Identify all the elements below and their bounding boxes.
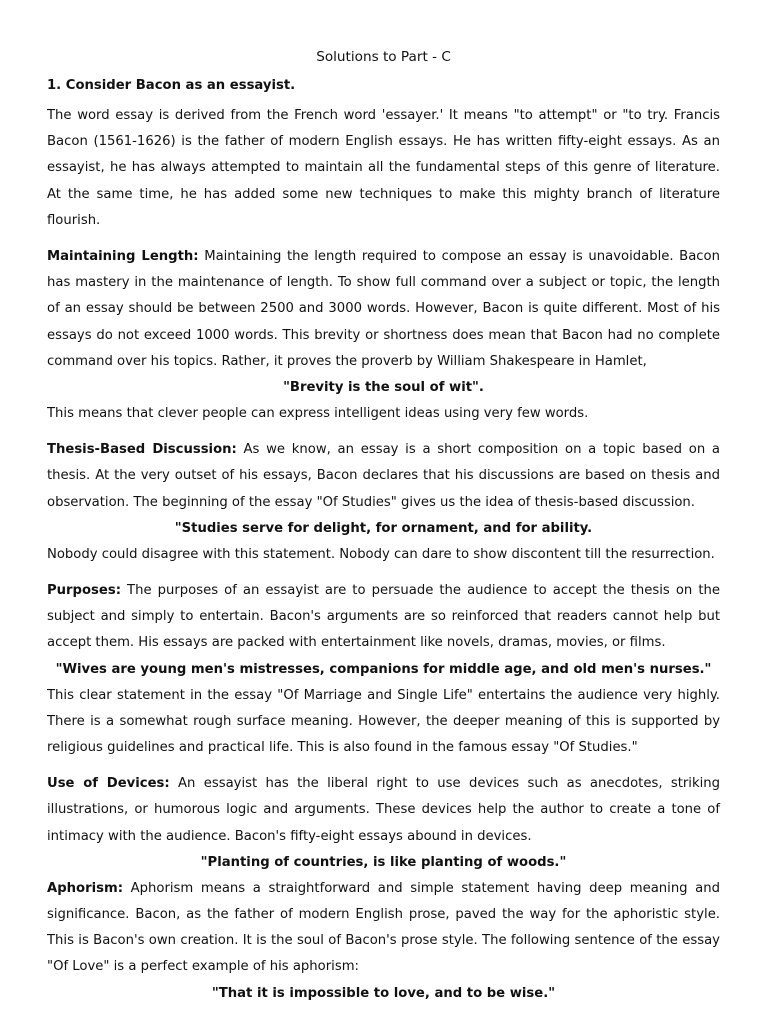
purposes-paragraph: [47, 578, 720, 657]
length-after: This means that clever people can express intelligent ideas using very few words.: [47, 406, 589, 422]
aphorism-heading: Aphorism:: [47, 880, 123, 896]
purposes-heading: Purposes:: [47, 583, 121, 599]
purposes-text: The purposes of an essayist are to persuade the audience to accept the thesis on the subject and simply to entertain. Bacon's arguments are so reinforced that readers cannot help but accept them. His essays are packed with entertainment like novels, dramas, movies, or films.: [47, 583, 720, 651]
purposes-after: This clear statement in the essay "Of Marriage and Single Life" entertains the audience very highly. There is a somewhat rough surface meaning. However, the deeper meaning of this is supported by religious guidelines and practical life. This is also found in the famous essay "Of Studies.": [47, 687, 720, 756]
devices-quote: "Planting of countries, is like planting of woods.": [200, 854, 567, 870]
thesis-quote: "Studies serve for delight, for ornament, and for ability.: [174, 520, 593, 536]
length-quote: "Brevity is the soul of wit".: [283, 380, 484, 396]
devices-text: An essayist has the liberal right to use devices such as anecdotes, striking illustrations, or humorous logic and arguments. These devices help the author to create a tone of intimacy with the audience. Bacon's fifty-eight essays abound in devices.: [47, 776, 720, 844]
length-heading: Maintaining Length:: [47, 249, 199, 265]
thesis-text: As we know, an essay is a short composition on a topic based on a thesis. At the very outset of his essays, Bacon declares that his discussions are based on thesis and observation. The beginning of the essay "Of Studies" gives us the idea of thesis-based discussion.: [47, 442, 720, 510]
question-heading: 1. Consider Bacon as an essayist.: [47, 78, 296, 93]
thesis-paragraph: [47, 437, 720, 516]
thesis-after: Nobody could disagree with this statement. Nobody can dare to show discontent till the resurrection.: [47, 546, 715, 562]
thesis-heading: Thesis-Based Discussion:: [47, 442, 237, 458]
page-title: Solutions to Part - C: [316, 49, 451, 65]
devices-paragraph: [47, 771, 720, 850]
purposes-quote: "Wives are young men's mistresses, companions for middle age, and old men's nurses.": [55, 661, 712, 677]
aphorism-text: Aphorism means a straightforward and simple statement having deep meaning and significance. Bacon, as the father of modern English prose, paved the way for the aphoristic style. This is Bacon's own creation. It is the soul of Bacon's prose style. The following sentence of the essay "Of Love" is a perfect example of his aphorism:: [47, 880, 720, 975]
aphorism-quote: "That it is impossible to love, and to be wise.": [211, 985, 556, 1001]
intro-paragraph: The word essay is derived from the French word 'essayer.' It means "to attempt" or "to try. Francis Bacon (1561-1626) is the father of modern English essays. He has written fifty-eight essays. As an essayist, he has always attempted to maintain all the fundamental steps of this genre of literature. At the same time, he has added some new techniques to make this mighty branch of literature flourish.: [47, 108, 720, 228]
length-text: Maintaining the length required to compose an essay is unavoidable. Bacon has mastery in the maintenance of length. To show full command over a subject or topic, the length of an essay should be between 2500 and 3000 words. However, Bacon is quite different. Most of his essays do not exceed 1000 words. This brevity or shortness does mean that Bacon had no complete command over his topics. Rather, it proves the proverb by William Shakespeare in Hamlet,: [47, 249, 720, 369]
aphorism-paragraph: [47, 876, 720, 981]
devices-heading: Use of Devices:: [47, 776, 170, 792]
length-paragraph: [47, 244, 720, 375]
